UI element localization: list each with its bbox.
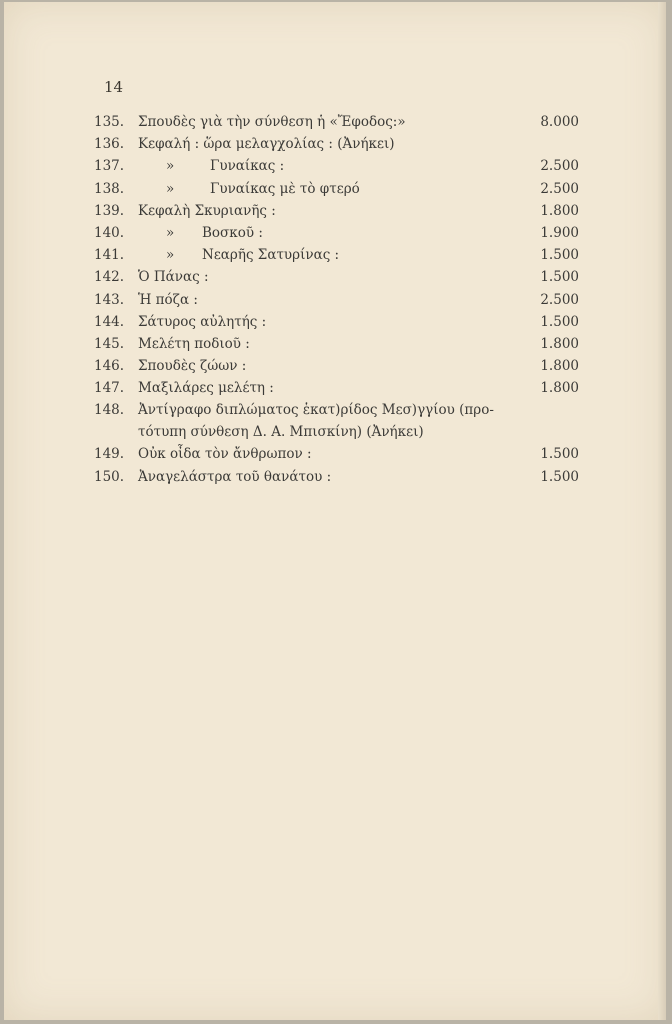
entry-title: Οὐκ οἶδα τὸν ἄνθρωπον :: [138, 446, 312, 463]
entry-title: Βοσκοῦ :: [202, 224, 263, 241]
entry-number: 144.: [94, 313, 125, 330]
entry-price: 1.500: [540, 247, 579, 264]
entry-price: 1.800: [540, 380, 579, 397]
entry-price: 2.500: [540, 158, 579, 175]
list-item: [94, 247, 579, 269]
entry-number: 142.: [94, 269, 125, 286]
entry-number: 137.: [94, 158, 125, 175]
list-item: [94, 269, 579, 291]
entry-price: 1.900: [540, 224, 579, 241]
list-item: [94, 314, 579, 336]
list-item: [94, 181, 579, 203]
ditto-mark: »: [166, 247, 175, 264]
list-item: [94, 358, 579, 380]
entry-title: Ἀναγελάστρα τοῦ θανάτου :: [138, 468, 332, 485]
entry-number: 145.: [94, 335, 125, 352]
list-item: [94, 203, 579, 225]
ditto-mark: »: [166, 224, 175, 241]
entry-price: 2.500: [540, 291, 579, 308]
list-item: [94, 380, 579, 402]
entry-price: 1.800: [540, 335, 579, 352]
entry-price: 1.500: [540, 269, 579, 286]
entry-price: 8.000: [540, 114, 579, 130]
entry-title-continued: τότυπη σύνθεση Δ. Α. Μπισκίνη) (Ἀνήκει): [138, 424, 424, 441]
list-item: [94, 114, 579, 136]
entry-title: Γυναίκας :: [210, 158, 285, 175]
ditto-mark: »: [166, 158, 175, 175]
document-page: [4, 2, 666, 1020]
catalog-list: [94, 114, 579, 491]
entry-price: 1.500: [540, 468, 579, 485]
entry-number: 140.: [94, 224, 125, 241]
entry-number: 135.: [94, 114, 125, 130]
page-number: 14: [104, 78, 124, 96]
entry-title: Γυναίκας μὲ τὸ φτερό: [210, 180, 360, 197]
entry-number: 147.: [94, 380, 125, 397]
entry-number: 136.: [94, 136, 125, 153]
entry-title: Μαξιλάρες μελέτη :: [138, 380, 274, 397]
entry-title: Κεφαλὴ Σκυριανῆς :: [138, 202, 276, 219]
entry-number: 141.: [94, 247, 125, 264]
list-item: [94, 446, 579, 468]
entry-title: Ὁ Πάνας :: [138, 269, 209, 286]
entry-number: 149.: [94, 446, 125, 463]
entry-title: Μελέτη ποδιοῦ :: [138, 335, 250, 352]
list-item: [94, 136, 579, 158]
entry-number: 139.: [94, 202, 125, 219]
entry-title: Σάτυρος αὐλητής :: [138, 313, 267, 330]
entry-price: 1.500: [540, 446, 579, 463]
entry-title: Σπουδὲς γιὰ τὴν σύνθεση ἡ «Ἔφοδος:»: [138, 114, 406, 130]
list-item: [94, 336, 579, 358]
entry-title: Νεαρῆς Σατυρίνας :: [202, 247, 340, 264]
entry-number: 143.: [94, 291, 125, 308]
ditto-mark: »: [166, 180, 175, 197]
entry-title: Κεφαλή : ὥρα μελαγχολίας : (Ἀνήκει): [138, 136, 395, 153]
list-item: [94, 469, 579, 491]
entry-price: 1.800: [540, 202, 579, 219]
entry-title: Σπουδὲς ζώων :: [138, 358, 247, 375]
entry-title: Ἡ πόζα :: [138, 291, 198, 308]
entry-number: 150.: [94, 468, 125, 485]
list-item: [94, 225, 579, 247]
entry-number: 138.: [94, 180, 125, 197]
page-edge: [658, 2, 666, 1020]
list-item: [94, 158, 579, 180]
entry-price: 2.500: [540, 180, 579, 197]
list-item: [94, 402, 579, 446]
entry-price: 1.800: [540, 358, 579, 375]
entry-title: Ἀντίγραφο διπλώματος ἑκατ)ρίδος Μεσ)γγίου (προ-: [138, 402, 494, 419]
entry-number: 148.: [94, 402, 125, 419]
list-item: [94, 292, 579, 314]
entry-number: 146.: [94, 358, 125, 375]
entry-price: 1.500: [540, 313, 579, 330]
